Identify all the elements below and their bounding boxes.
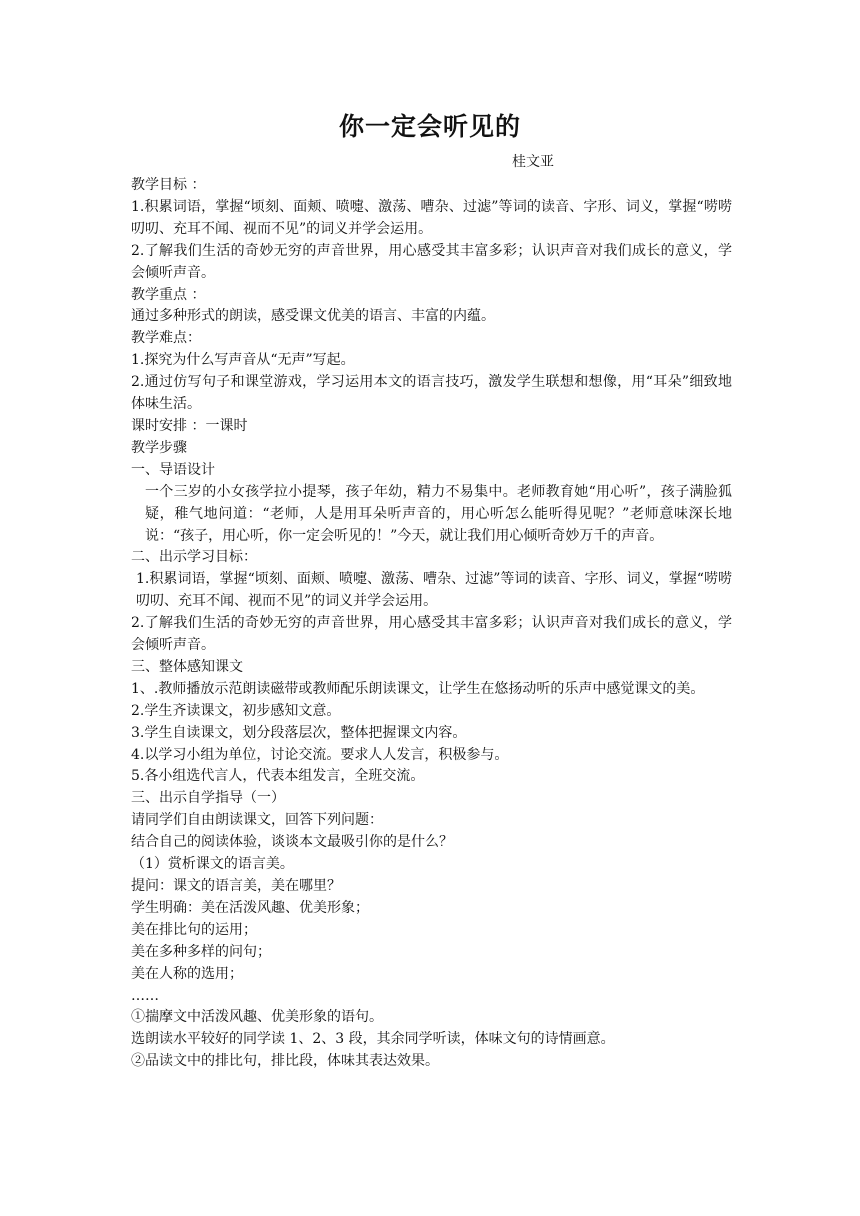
section-heading-key-points: 教学重点 ： [131,286,206,303]
activity-1: ①揣摩文中活泼风趣、优美形象的语句。 [131,1009,383,1026]
question-line: 提问：课文的语言美，美在哪里？ [131,878,341,894]
schedule: 课时安排 ：一课时 [131,417,248,434]
overview-5: 5.各小组选代言人，代表本组发言，全班交流。 [131,768,425,785]
difficulty-2: 2.通过仿写句子和课堂游戏，学习运用本文的语言技巧，激发学生联想和想像，用“耳朵”细致地体味生活。 [131,374,732,413]
answer-line-2: 美在排比句的运用； [131,921,257,938]
goal-2: 2.了解我们生活的奇妙无穷的声音世界，用心感受其丰富多彩；认识声音对我们成长的意义，学会倾听声音。 [131,615,732,654]
step-heading-self-study: 三、出示自学指导（一） [131,790,285,807]
answer-line-4: 美在人称的选用； [131,965,243,982]
step-heading-intro: 一、导语设计 [131,461,215,478]
self-study-question: 结合自己的阅读体验，谈谈本文最吸引你的是什么？ [131,834,453,851]
objective-1: 1.积累词语，掌握“顷刻、面颊、喷嚏、激荡、嘈杂、过滤”等词的读音、字形、词义，掌握“唠唠叨叨、充耳不闻、视而不见”的词义并学会运用。 [131,198,732,237]
objective-2: 2.了解我们生活的奇妙无穷的声音世界，用心感受其丰富多彩；认识声音对我们成长的意义，学会倾听声音。 [131,242,732,281]
overview-4: 4.以学习小组为单位，讨论交流。要求人人发言，积极参与。 [131,746,509,763]
document-body [131,175,732,1073]
subsection-language-beauty: （1）赏析课文的语言美。 [131,856,294,873]
author-name: 桂文亚 [512,154,554,170]
ellipsis-line: …… [131,987,159,1004]
self-study-instruction: 请同学们自由朗读课文，回答下列问题： [131,812,383,829]
document-title: 你一定会听见的 [338,112,521,141]
overview-2: 2.学生齐读课文，初步感知文意。 [131,702,341,719]
difficulty-1: 1.探究为什么写声音从“无声”写起。 [131,352,355,369]
step-heading-goals: 二、出示学习目标： [131,549,257,566]
section-heading-objectives: 教学目标 ： [131,177,206,193]
activity-1-detail: 选朗读水平较好的同学读 1、2、3 段，其余同学听读，体味文句的诗情画意。 [131,1031,615,1048]
activity-2: ②品读文中的排比句，排比段，体味其表达效果。 [131,1053,439,1070]
section-heading-steps: 教学步骤 [131,439,187,456]
overview-1: 1、.教师播放示范朗读磁带或教师配乐朗读课文，让学生在悠扬动听的乐声中感觉课文的美。 [131,680,705,697]
overview-3: 3.学生自读课文，划分段落层次，整体把握课文内容。 [131,724,467,741]
answer-line-3: 美在多种多样的问句； [131,943,271,960]
goal-1: 1.积累词语，掌握“顷刻、面颊、喷嚏、激荡、嘈杂、过滤”等词的读音、字形、词义，掌握“唠唠叨叨、充耳不闻、视而不见”的词义并学会运用。 [136,571,732,610]
step-heading-overview: 三、整体感知课文 [131,658,243,675]
key-point: 通过多种形式的朗读，感受课文优美的语言、丰富的内蕴。 [131,308,495,325]
intro-paragraph: 一个三岁的小女孩学拉小提琴，孩子年幼，精力不易集中。老师教育她“用心听”，孩子满脸狐疑，稚气地问道：“老师，人是用耳朵听声音的，用心听怎么能听得见呢？”老师意味深长地说：“孩子，用心听，你一定会听见的！”今天，就让我们用心倾听奇妙万千的声音。 [145,483,732,544]
answer-line-1: 学生明确：美在活泼风趣、优美形象； [131,899,369,916]
section-heading-difficulties: 教学难点： [131,330,201,347]
